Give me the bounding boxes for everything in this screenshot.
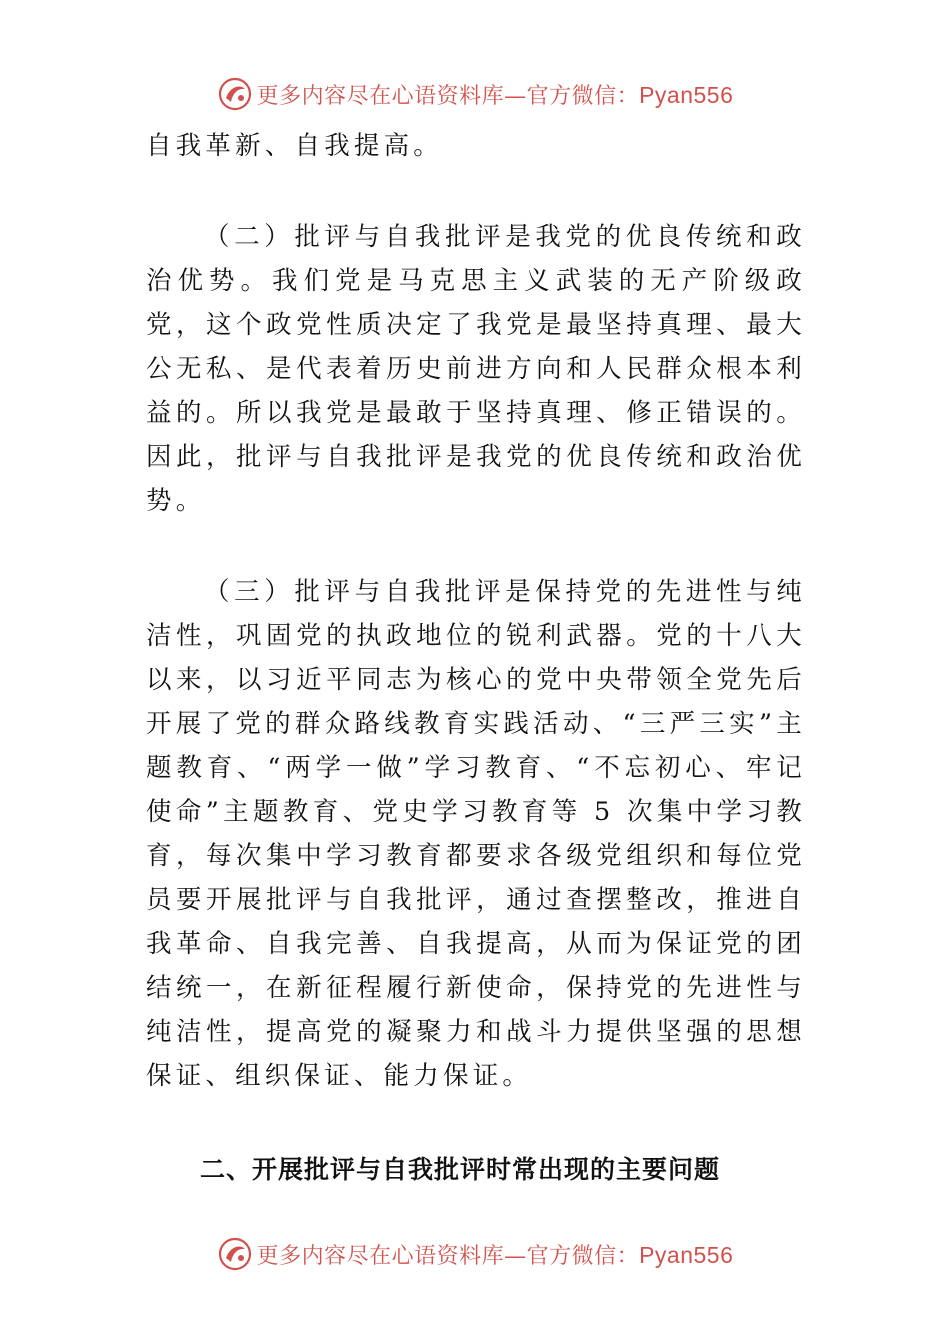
document-body	[146, 124, 806, 1192]
watermark-wechat-id: Pyan556	[639, 81, 734, 108]
watermark-wechat-id: Pyan556	[639, 1241, 734, 1268]
section-heading: 二、开展批评与自我批评时常出现的主要问题	[200, 1155, 721, 1184]
header-watermark	[0, 74, 950, 114]
seal-logo-icon	[217, 1236, 253, 1272]
paragraph-continuation: 自我革新、自我提高。	[146, 131, 444, 161]
seal-logo-icon	[217, 76, 253, 112]
watermark-text	[257, 1239, 734, 1270]
paragraph-section-two: （二）批评与自我批评是我党的优良传统和政治优势。我们党是马克思主义武装的无产阶级政党，这个政党性质决定了我党是最坚持真理、最大公无私、是代表着历史前进方向和人民群众根本利益的。所以我党是最敢于坚持真理、修正错误的。因此，批评与自我批评是我党的优良传统和政治优势。	[146, 222, 806, 516]
paragraph-section-three: （三）批评与自我批评是保持党的先进性与纯洁性，巩固党的执政地位的锐利武器。党的十八大以来，以习近平同志为核心的党中央带领全党先后开展了党的群众路线教育实践活动、“三严三实”主题教育、“两学一做”学习教育、“不忘初心、牢记使命”主题教育、党史学习教育等 5 次集中学习教育，每次集中学习教育都要求各级党组织和每位党员要开展批评与自我批评，通过查摆整改，推进自我革命、自我完善、自我提高，从而为保证党的团结统一，在新征程履行新使命，保持党的先进性与纯洁性，提高党的凝聚力和战斗力提供坚强的思想保证、组织保证、能力保证。	[146, 577, 806, 1091]
footer-watermark	[0, 1234, 950, 1274]
watermark-label: 更多内容尽在心语资料库—官方微信：	[256, 83, 640, 109]
watermark-label: 更多内容尽在心语资料库—官方微信：	[256, 1243, 640, 1269]
watermark-text	[257, 79, 734, 110]
